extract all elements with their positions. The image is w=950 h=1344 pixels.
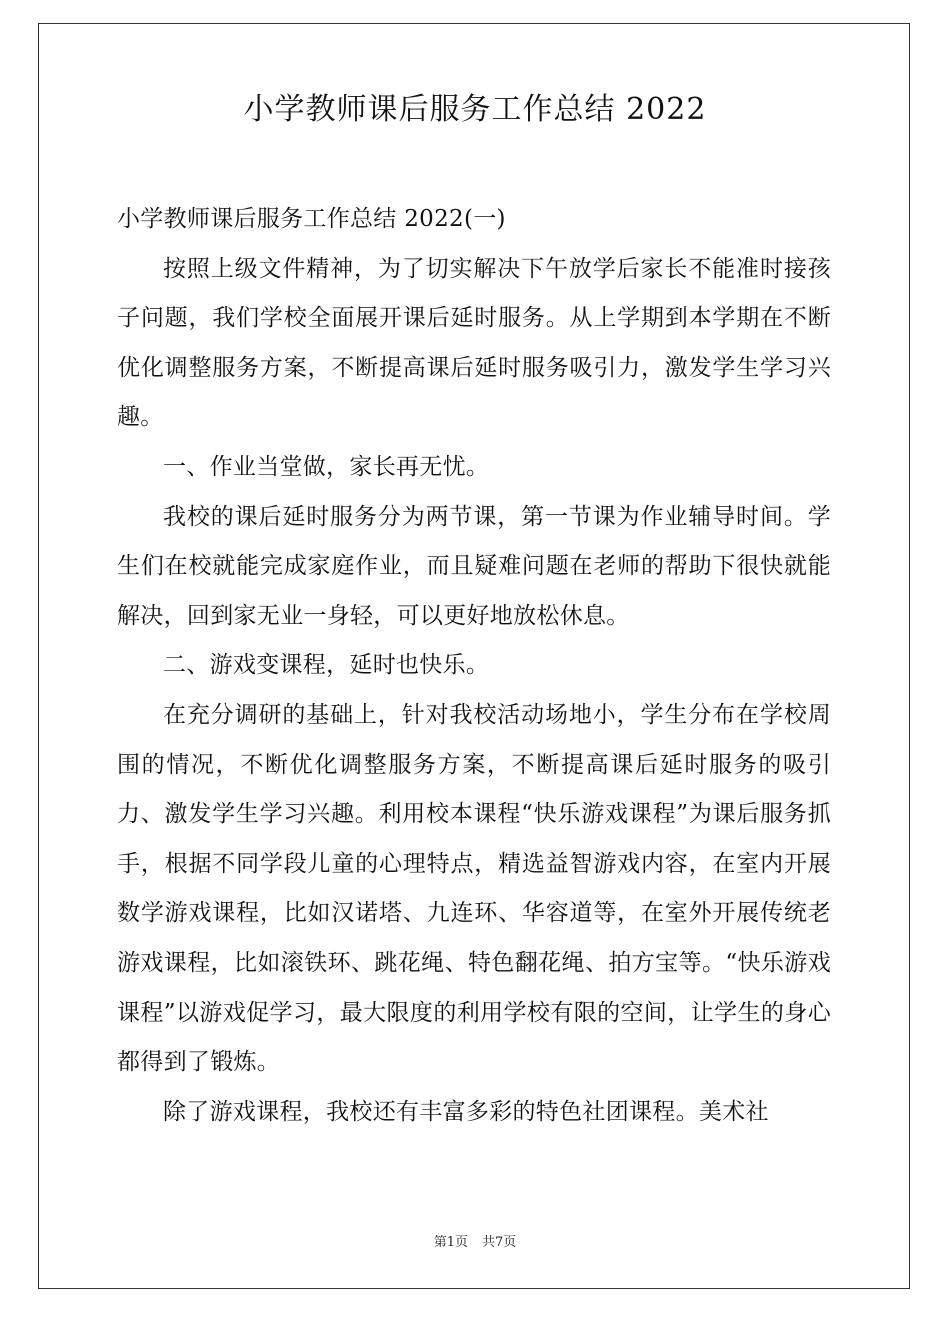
paragraph-games: 在充分调研的基础上，针对我校活动场地小，学生分布在学校周围的情况，不断优化调整服务方案，不断提高课后延时服务的吸引力、激发学生学习兴趣。利用校本课程“快乐游戏课程”为课后服务抓手，根据不同学段儿童的心理特点，精选益智游戏内容，在室内开展数学游戏课程，比如汉诺塔、九连环、华容道等，在室外开展传统老游戏课程，比如滚铁环、跳花绳、特色翻花绳、拍方宝等。“快乐游戏课程”以游戏促学习，最大限度的利用学校有限的空间，让学生的身心都得到了锻炼。 [117,701,831,1076]
page-footer [0,1234,950,1252]
section-heading: 小学教师课后服务工作总结 2022(一) [117,206,506,232]
page-number-current: 第1页 [433,1235,468,1250]
paragraph-homework: 我校的课后延时服务分为两节课，第一节课为作业辅导时间。学生们在校就能完成家庭作业，而且疑难问题在老师的帮助下很快就能解决，回到家无业一身轻，可以更好地放松休息。 [117,503,831,629]
paragraph-clubs: 除了游戏课程，我校还有丰富多彩的特色社团课程。美术社 [163,1098,769,1125]
section-heading-homework: 一、作业当堂做，家长再无忧。 [163,453,490,480]
document-body [117,195,831,1137]
document-title: 小学教师课后服务工作总结 2022 [243,92,707,127]
paragraph-intro: 按照上级文件精神，为了切实解决下午放学后家长不能准时接孩子问题，我们学校全面展开课后延时服务。从上学期到本学期在不断优化调整服务方案，不断提高课后延时服务吸引力，激发学生学习兴趣。 [117,255,831,431]
page-number-total: 共7页 [482,1235,517,1250]
section-heading-games: 二、游戏变课程，延时也快乐。 [163,652,490,679]
